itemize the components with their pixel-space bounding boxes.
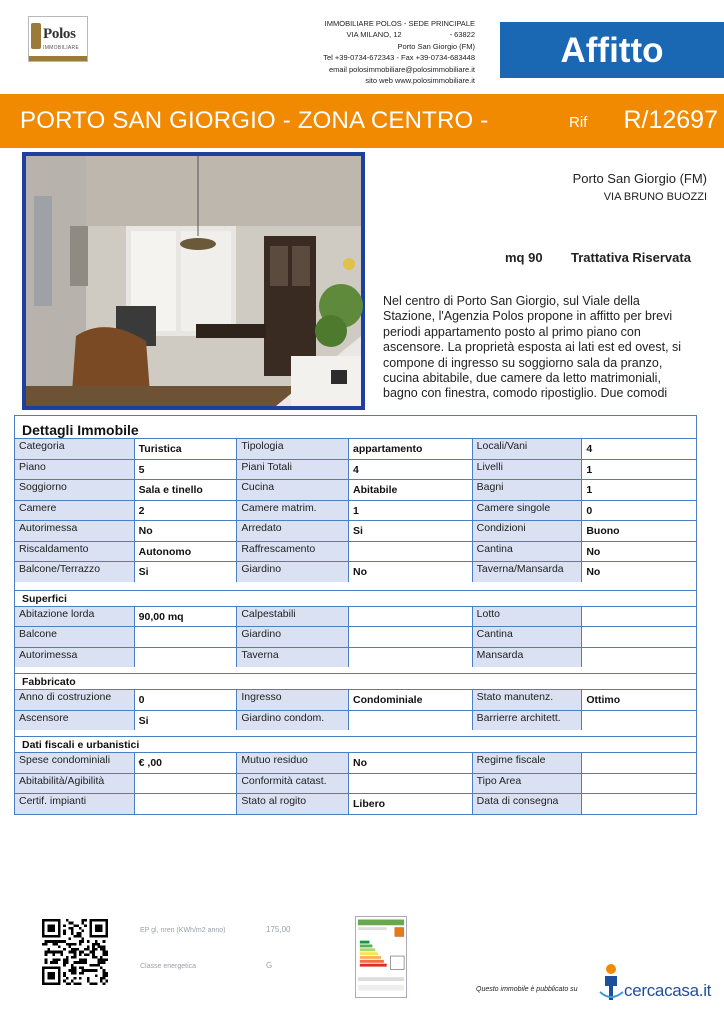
field-value: 1 bbox=[348, 501, 472, 521]
table-row bbox=[15, 459, 696, 480]
field-label: Raffrescamento bbox=[236, 542, 348, 562]
field-label: Categoria bbox=[15, 439, 134, 459]
field-label: Tipo Area bbox=[472, 774, 582, 794]
field-label: Mutuo residuo bbox=[236, 753, 348, 773]
details-title: Dettagli Immobile bbox=[22, 422, 139, 438]
field-value: Condominiale bbox=[348, 690, 472, 710]
field-label: Abitabilità/Agibilità bbox=[15, 774, 134, 794]
energy-class-value: G bbox=[266, 961, 273, 970]
field-label: Balcone/Terrazzo bbox=[15, 562, 134, 582]
contract-type-badge: Affitto bbox=[500, 22, 724, 78]
field-value: 4 bbox=[348, 460, 472, 480]
field-value bbox=[348, 711, 472, 731]
field-value bbox=[348, 607, 472, 627]
field-value bbox=[581, 753, 696, 773]
agency-website[interactable]: sito web www.polosimmobiliare.it bbox=[365, 76, 475, 86]
agency-logo bbox=[28, 16, 88, 62]
field-label: Giardino condom. bbox=[236, 711, 348, 731]
field-label: Mansarda bbox=[472, 648, 582, 668]
table-row bbox=[15, 647, 696, 668]
logo-name: Polos bbox=[43, 26, 76, 42]
field-label: Autorimessa bbox=[15, 648, 134, 668]
fabbricato-title: Fabbricato bbox=[15, 673, 696, 689]
agency-city: Porto San Giorgio (FM) bbox=[397, 41, 475, 51]
agency-cap: - 63822 bbox=[449, 30, 475, 40]
field-value: 90,00 mq bbox=[134, 607, 237, 627]
field-label: Cantina bbox=[472, 627, 582, 647]
field-label: Soggiorno bbox=[15, 480, 134, 500]
field-label: Giardino bbox=[236, 627, 348, 647]
agency-name: IMMOBILIARE POLOS - SEDE PRINCIPALE bbox=[324, 19, 475, 28]
agency-phone: Tel +39-0734-672343 - Fax +39-0734-683448 bbox=[323, 53, 475, 63]
field-value bbox=[581, 648, 696, 668]
field-value bbox=[348, 774, 472, 794]
field-value bbox=[134, 774, 237, 794]
agency-address: VIA MILANO, 12 bbox=[346, 30, 402, 40]
field-label: Data di consegna bbox=[472, 794, 582, 814]
field-label: Piani Totali bbox=[236, 460, 348, 480]
field-value bbox=[348, 627, 472, 647]
qr-code[interactable] bbox=[42, 919, 108, 985]
field-label: Locali/Vani bbox=[472, 439, 582, 459]
field-value: No bbox=[581, 542, 696, 562]
table-row bbox=[15, 438, 696, 459]
field-label: Piano bbox=[15, 460, 134, 480]
table-row bbox=[15, 752, 696, 773]
property-city: Porto San Giorgio (FM) bbox=[572, 171, 707, 186]
reference-label: Rif bbox=[569, 114, 588, 131]
field-label: Taverna bbox=[236, 648, 348, 668]
field-value: € ,00 bbox=[134, 753, 237, 773]
logo-subtitle: IMMOBILIARE bbox=[43, 45, 80, 51]
cercacasa-logo[interactable] bbox=[597, 962, 712, 1002]
field-label: Lotto bbox=[472, 607, 582, 627]
field-value: 1 bbox=[581, 480, 696, 500]
table-row bbox=[15, 793, 696, 814]
field-value: 0 bbox=[581, 501, 696, 521]
field-value: Si bbox=[134, 562, 237, 582]
field-value: 0 bbox=[134, 690, 237, 710]
field-label: Camere matrim. bbox=[236, 501, 348, 521]
property-photo bbox=[22, 152, 365, 410]
table-row bbox=[15, 561, 696, 582]
field-label: Anno di costruzione bbox=[15, 690, 134, 710]
agency-contact bbox=[215, 18, 475, 86]
field-value: No bbox=[134, 521, 237, 541]
property-street: VIA BRUNO BUOZZI bbox=[603, 191, 707, 203]
field-value: Autonomo bbox=[134, 542, 237, 562]
field-value bbox=[134, 794, 237, 814]
field-value: 5 bbox=[134, 460, 237, 480]
field-label: Stato al rogito bbox=[236, 794, 348, 814]
field-value bbox=[348, 648, 472, 668]
field-label: Camere bbox=[15, 501, 134, 521]
ep-label: EP gl, nren (KWh/m2 anno) bbox=[140, 927, 226, 934]
field-label: Bagni bbox=[472, 480, 582, 500]
fiscali-rows bbox=[15, 752, 696, 814]
title-banner bbox=[0, 94, 724, 148]
energy-class-label: Classe energetica bbox=[140, 963, 197, 970]
field-label: Livelli bbox=[472, 460, 582, 480]
field-label: Tipologia bbox=[236, 439, 348, 459]
reference-number: R/12697 bbox=[623, 106, 718, 134]
field-label: Giardino bbox=[236, 562, 348, 582]
field-value: No bbox=[581, 562, 696, 582]
property-price: Trattativa Riservata bbox=[571, 250, 691, 265]
field-label: Riscaldamento bbox=[15, 542, 134, 562]
field-label: Ascensore bbox=[15, 711, 134, 731]
field-value bbox=[581, 711, 696, 731]
field-value: Turistica bbox=[134, 439, 237, 459]
published-on-label: Questo immobile è pubblicato su bbox=[476, 986, 578, 993]
main-details-rows bbox=[15, 438, 696, 582]
field-label: Camere singole bbox=[472, 501, 582, 521]
table-row bbox=[15, 541, 696, 562]
field-value: 4 bbox=[581, 439, 696, 459]
field-label: Barrierre architett. bbox=[472, 711, 582, 731]
table-row bbox=[15, 710, 696, 731]
property-area: mq 90 bbox=[505, 250, 543, 265]
field-value: appartamento bbox=[348, 439, 472, 459]
field-value: 1 bbox=[581, 460, 696, 480]
fabbricato-rows bbox=[15, 689, 696, 730]
portal-name: cercacasa.it bbox=[624, 981, 712, 1000]
field-label: Abitazione lorda bbox=[15, 607, 134, 627]
field-value: Si bbox=[348, 521, 472, 541]
table-row bbox=[15, 500, 696, 521]
table-row bbox=[15, 520, 696, 541]
fiscali-title: Dati fiscali e urbanistici bbox=[15, 736, 696, 752]
agency-email[interactable]: email polosimmobiliare@polosimmobiliare.it bbox=[329, 64, 475, 74]
field-value: Si bbox=[134, 711, 237, 731]
table-row bbox=[15, 626, 696, 647]
table-row bbox=[15, 606, 696, 627]
field-label: Ingresso bbox=[236, 690, 348, 710]
superfici-rows bbox=[15, 606, 696, 668]
field-value: Buono bbox=[581, 521, 696, 541]
field-value bbox=[581, 627, 696, 647]
field-value bbox=[134, 648, 237, 668]
property-description: Nel centro di Porto San Giorgio, sul Viale della Stazione, l'Agenzia Polos propone in affitto per brevi periodi appartamento posto al primo piano con ascensore. La proprietà esposta ai lati est ed ovest, si compone di ingresso su soggiorno sala da pranzo, cucina abitabile, due camere da letto matrimoniali, bagno con finestra, comodo ripostiglio. Due comodi bbox=[383, 294, 682, 401]
superfici-title: Superfici bbox=[15, 590, 696, 606]
field-value: No bbox=[348, 753, 472, 773]
field-label: Certif. impianti bbox=[15, 794, 134, 814]
details-table bbox=[14, 415, 697, 815]
field-value: Abitabile bbox=[348, 480, 472, 500]
table-row bbox=[15, 689, 696, 710]
field-label: Cantina bbox=[472, 542, 582, 562]
field-label: Conformità catast. bbox=[236, 774, 348, 794]
field-label: Stato manutenz. bbox=[472, 690, 582, 710]
ep-value: 175,00 bbox=[266, 925, 291, 934]
field-value bbox=[581, 607, 696, 627]
field-label: Calpestabili bbox=[236, 607, 348, 627]
logo-bar bbox=[29, 56, 87, 61]
energy-certificate-thumbnail bbox=[355, 916, 407, 998]
field-label: Taverna/Mansarda bbox=[472, 562, 582, 582]
field-label: Condizioni bbox=[472, 521, 582, 541]
field-label: Spese condominiali bbox=[15, 753, 134, 773]
field-label: Balcone bbox=[15, 627, 134, 647]
table-row bbox=[15, 479, 696, 500]
field-label: Regime fiscale bbox=[472, 753, 582, 773]
field-value: Libero bbox=[348, 794, 472, 814]
field-value: Sala e tinello bbox=[134, 480, 237, 500]
field-value: 2 bbox=[134, 501, 237, 521]
field-label: Arredato bbox=[236, 521, 348, 541]
field-label: Cucina bbox=[236, 480, 348, 500]
field-value bbox=[581, 794, 696, 814]
field-label: Autorimessa bbox=[15, 521, 134, 541]
listing-title: PORTO SAN GIORGIO - ZONA CENTRO - bbox=[20, 107, 489, 134]
agency-address-row bbox=[215, 29, 475, 40]
logo-mark bbox=[31, 23, 41, 49]
field-value bbox=[581, 774, 696, 794]
field-value: No bbox=[348, 562, 472, 582]
table-row bbox=[15, 773, 696, 794]
field-value bbox=[348, 542, 472, 562]
field-value: Ottimo bbox=[581, 690, 696, 710]
field-value bbox=[134, 627, 237, 647]
